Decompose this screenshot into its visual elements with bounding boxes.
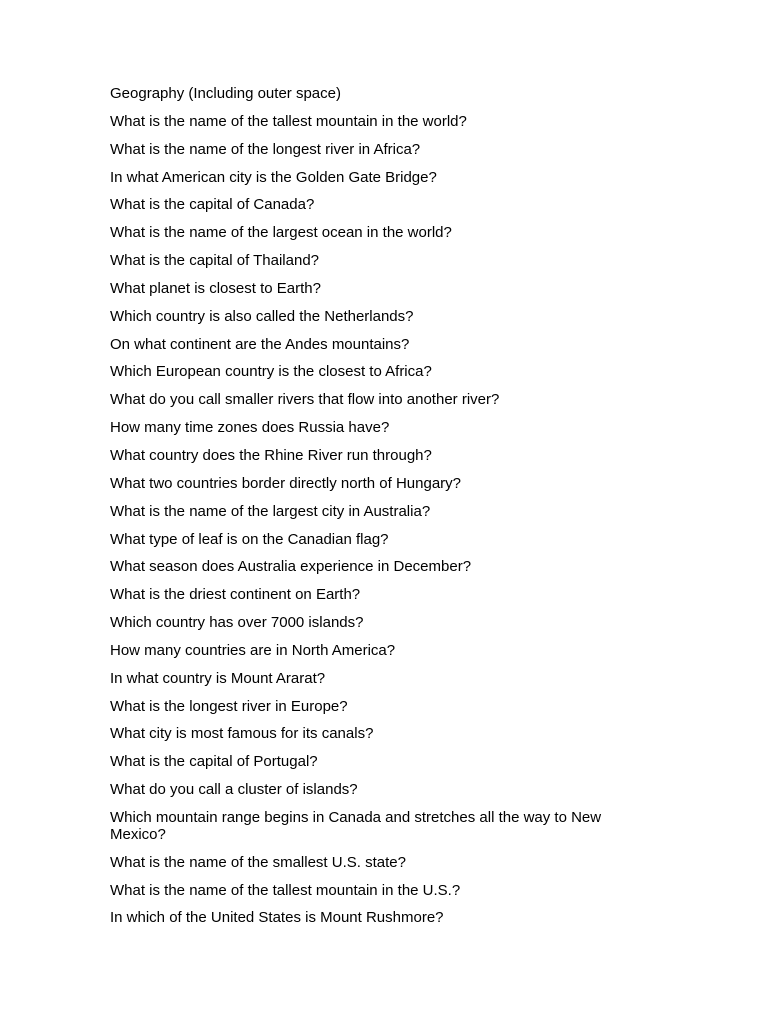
question-line: What is the name of the largest ocean in the world? [110, 224, 452, 242]
question-line: What two countries border directly north of Hungary? [110, 474, 461, 492]
question-line: What is the longest river in Europe? [110, 697, 348, 715]
question-line: Which mountain range begins in Canada and stretches all the way to New Mexico? [110, 808, 602, 843]
question-line: What season does Australia experience in December? [110, 558, 472, 576]
question-line: Which country is also called the Netherlands? [110, 307, 414, 325]
question-line: Which European country is the closest to Africa? [110, 363, 432, 381]
question-line: What is the name of the longest river in Africa? [110, 140, 421, 158]
question-line: What is the name of the largest city in Australia? [110, 502, 431, 520]
question-line: What is the name of the tallest mountain in the U.S.? [110, 881, 461, 899]
question-line: What is the capital of Thailand? [110, 252, 320, 270]
question-line: How many countries are in North America? [110, 641, 396, 659]
question-line: What is the driest continent on Earth? [110, 586, 361, 604]
question-line: What is the name of the smallest U.S. state? [110, 853, 406, 871]
question-line: What is the name of the tallest mountain in the world? [110, 112, 467, 130]
question-line: In what American city is the Golden Gate Bridge? [110, 168, 437, 186]
question-line: What planet is closest to Earth? [110, 279, 321, 297]
document-heading: Geography (Including outer space) [110, 85, 341, 102]
question-line: Which country has over 7000 islands? [110, 614, 364, 632]
document-page [110, 85, 640, 937]
question-line: In what country is Mount Ararat? [110, 669, 326, 687]
question-line: What do you call a cluster of islands? [110, 781, 358, 799]
question-line: How many time zones does Russia have? [110, 419, 390, 437]
question-line: What is the capital of Canada? [110, 196, 315, 214]
question-line: What country does the Rhine River run through? [110, 446, 432, 464]
question-line: What type of leaf is on the Canadian flag? [110, 530, 389, 548]
question-line: What do you call smaller rivers that flow into another river? [110, 391, 500, 409]
question-line: On what continent are the Andes mountains? [110, 335, 410, 353]
question-line: What is the capital of Portugal? [110, 753, 318, 771]
question-line: In which of the United States is Mount Rushmore? [110, 909, 444, 927]
question-line: What city is most famous for its canals? [110, 725, 374, 743]
